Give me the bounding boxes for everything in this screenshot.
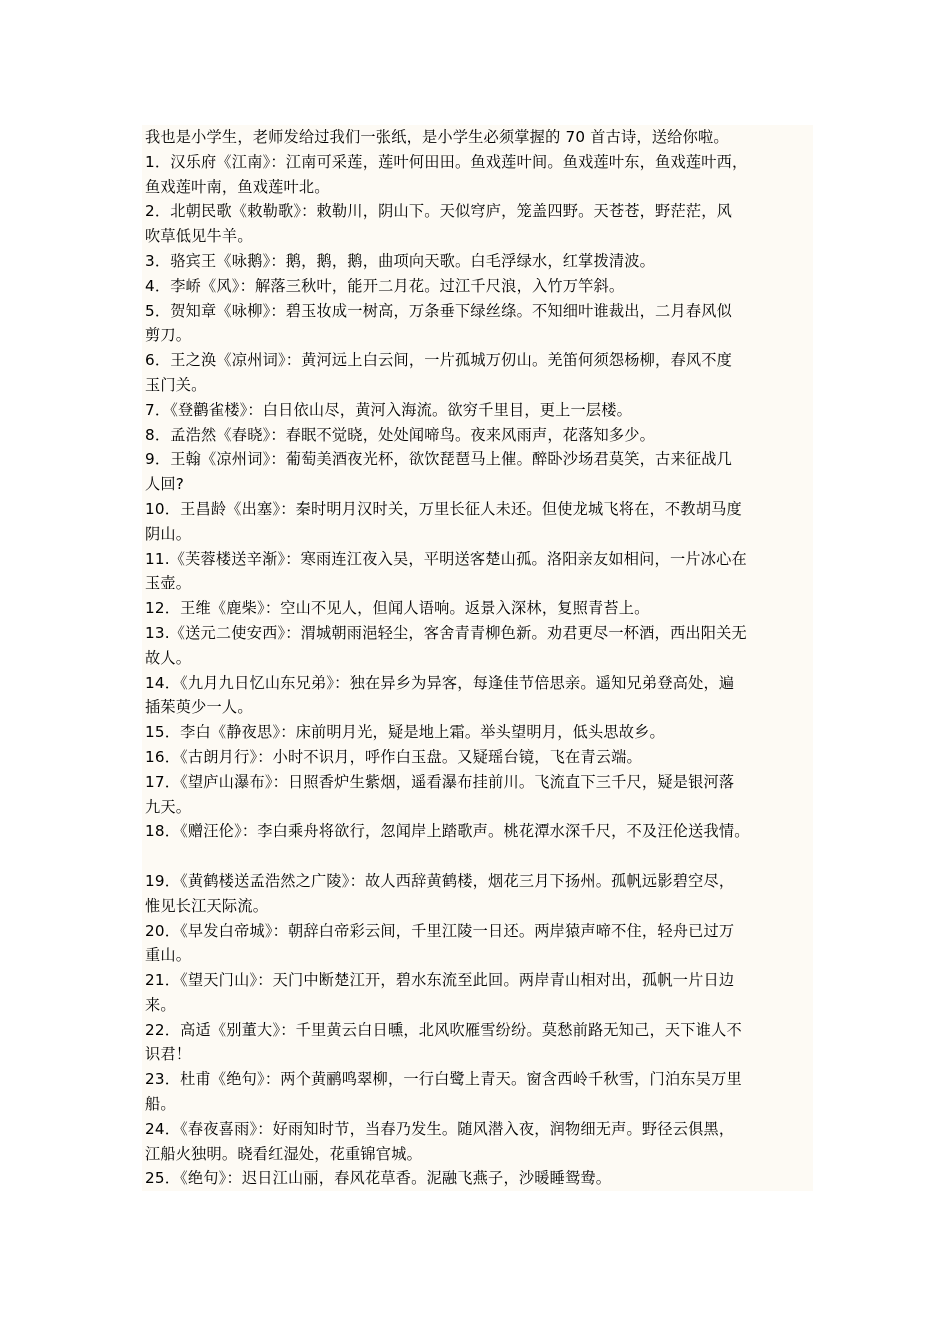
text-line: 6．王之涣《凉州词》：黄河远上白云间，一片孤城万仞山。羌笛何须怨杨柳，春风不度 <box>145 351 732 370</box>
text-line: 故人。 <box>145 648 192 667</box>
text-line: 江船火独明。晓看红湿处，花重锦官城。 <box>145 1144 422 1163</box>
text-line: 玉壶。 <box>145 574 192 593</box>
text-line: 17．《望庐山瀑布》：日照香炉生紫烟，遥看瀑布挂前川。飞流直下三千尺，疑是银河落 <box>145 772 735 791</box>
text-line: 船。 <box>145 1095 176 1114</box>
text-line: 来。 <box>145 995 176 1014</box>
text-line: 九天。 <box>145 797 192 816</box>
blank-line <box>145 844 813 869</box>
text-line: 1．汉乐府《江南》：江南可采莲，莲叶何田田。鱼戏莲叶间。鱼戏莲叶东，鱼戏莲叶西， <box>145 152 748 171</box>
text-line: 21．《望天门山》：天门中断楚江开，碧水东流至此回。两岸青山相对出，孤帆一片日边 <box>145 971 735 990</box>
text-line: 剪刀。 <box>145 326 192 345</box>
text-line: 4．李峤《风》：解落三秋叶，能开二月花。过江千尺浪，入竹万竿斜。 <box>145 276 625 295</box>
text-line: 我也是小学生，老师发给过我们一张纸，是小学生必须掌握的 70 首古诗，送给你啦。 <box>145 128 729 146</box>
text-line: 5．贺知章《咏柳》：碧玉妆成一树高，万条垂下绿丝绦。不知细叶谁裁出，二月春风似 <box>145 301 732 320</box>
text-line: 鱼戏莲叶南，鱼戏莲叶北。 <box>145 177 330 196</box>
text-line: 22．高适《别董大》：千里黄云白日曛，北风吹雁雪纷纷。莫愁前路无知己，天下谁人不 <box>145 1020 742 1039</box>
text-line: 吹草低见牛羊。 <box>145 227 253 246</box>
text-line: 玉门关。 <box>145 375 207 394</box>
text-line: 识君！ <box>145 1045 192 1064</box>
text-line: 25．《绝句》：迟日江山丽，春风花草香。泥融飞燕子，沙暖睡鸳鸯。 <box>145 1169 612 1188</box>
poem-list <box>142 125 813 1191</box>
text-line: 阴山。 <box>145 524 192 543</box>
text-line: 9．王翰《凉州词》：葡萄美酒夜光杯，欲饮琵琶马上催。醉卧沙场君莫笑，古来征战几 <box>145 450 732 469</box>
text-line: 13.《送元二使安西》：渭城朝雨浥轻尘，客舍青青柳色新。劝君更尽一杯酒，西出阳关无 <box>145 623 747 642</box>
text-line: 20．《早发白帝城》：朝辞白帝彩云间，千里江陵一日还。两岸猿声啼不住，轻舟已过万 <box>145 921 735 940</box>
text-line: 23．杜甫《绝句》：两个黄鹂鸣翠柳，一行白鹭上青天。窗含西岭千秋雪，门泊东吴万里 <box>145 1070 742 1089</box>
text-line: 重山。 <box>145 946 192 965</box>
text-line: 3．骆宾王《咏鹅》：鹅，鹅，鹅，曲项向天歌。白毛浮绿水，红掌拨清波。 <box>145 251 656 270</box>
text-line: 24．《春夜喜雨》：好雨知时节，当春乃发生。随风潜入夜，润物细无声。野径云俱黑， <box>145 1119 735 1138</box>
text-line: 8．孟浩然《春晓》：春眠不觉晓，处处闻啼鸟。夜来风雨声，花落知多少。 <box>145 425 656 444</box>
text-line: 18．《赠汪伦》：李白乘舟将欲行，忽闻岸上踏歌声。桃花潭水深千尺，不及汪伦送我情。 <box>145 822 750 841</box>
text-line: 14．《九月九日忆山东兄弟》：独在异乡为异客，每逢佳节倍思亲。遥知兄弟登高处，遍 <box>145 673 735 692</box>
text-line: 16．《古朗月行》：小时不识月，呼作白玉盘。又疑瑶台镜，飞在青云端。 <box>145 747 642 766</box>
text-line: 11.《芙蓉楼送辛渐》：寒雨连江夜入吴，平明送客楚山孤。洛阳亲友如相问，一片冰心在 <box>145 549 747 568</box>
text-line: 人回? <box>145 475 185 494</box>
text-line: 惟见长江天际流。 <box>145 896 269 915</box>
text-line: 12．王维《鹿柴》：空山不见人，但闻人语响。返景入深林，复照青苔上。 <box>145 599 650 618</box>
text-line: 15．李白《静夜思》：床前明月光，疑是地上霜。举头望明月，低头思故乡。 <box>145 723 665 742</box>
text-line: 10．王昌龄《出塞》：秦时明月汉时关，万里长征人未还。但使龙城飞将在，不教胡马度 <box>145 499 742 518</box>
text-line: 插茱萸少一人。 <box>145 698 253 717</box>
text-line: 2．北朝民歌《敕勒歌》：敕勒川，阴山下。天似穹庐，笼盖四野。天苍苍，野茫茫，风 <box>145 202 732 221</box>
text-line: 7．《登鹳雀楼》：白日依山尽，黄河入海流。欲穷千里目，更上一层楼。 <box>145 400 633 419</box>
text-line: 19．《黄鹤楼送孟浩然之广陵》：故人西辞黄鹤楼，烟花三月下扬州。孤帆远影碧空尽， <box>145 871 735 890</box>
